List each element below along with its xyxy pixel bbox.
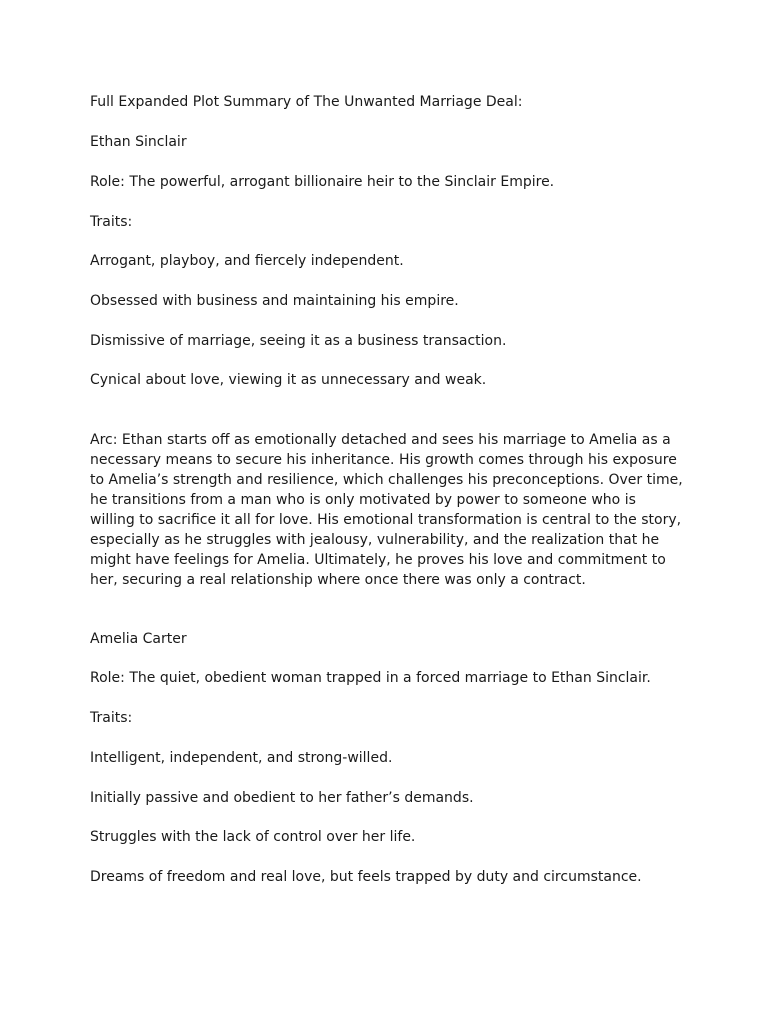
- trait-item: Intelligent, independent, and strong-willed.: [90, 750, 393, 766]
- trait-item: Arrogant, playboy, and fiercely independent.: [90, 253, 404, 269]
- trait-item: Obsessed with business and maintaining his empire.: [90, 293, 459, 309]
- arc-line: necessary means to secure his inheritance. His growth comes through his exposure: [90, 452, 677, 468]
- arc-line: Arc: Ethan starts off as emotionally detached and sees his marriage to Amelia as a: [90, 432, 671, 448]
- trait-item: Struggles with the lack of control over her life.: [90, 829, 416, 845]
- arc-line: to Amelia’s strength and resilience, which challenges his preconceptions. Over time,: [90, 472, 683, 488]
- document-title: Full Expanded Plot Summary of The Unwanted Marriage Deal:: [90, 94, 523, 110]
- trait-item: Initially passive and obedient to her father’s demands.: [90, 790, 474, 806]
- arc-line: might have feelings for Amelia. Ultimately, he proves his love and commitment to: [90, 552, 666, 568]
- character-name-ethan: Ethan Sinclair: [90, 134, 187, 150]
- trait-item: Dismissive of marriage, seeing it as a business transaction.: [90, 333, 507, 349]
- trait-item: Cynical about love, viewing it as unnecessary and weak.: [90, 372, 487, 388]
- trait-item: Dreams of freedom and real love, but feels trapped by duty and circumstance.: [90, 869, 642, 885]
- arc-line: especially as he struggles with jealousy, vulnerability, and the realization that he: [90, 532, 660, 548]
- traits-heading-amelia: Traits:: [90, 710, 133, 726]
- role-amelia: Role: The quiet, obedient woman trapped in a forced marriage to Ethan Sinclair.: [90, 670, 651, 686]
- character-name-amelia: Amelia Carter: [90, 631, 187, 647]
- arc-line: willing to sacrifice it all for love. His emotional transformation is central to the story,: [90, 512, 682, 528]
- arc-paragraph-ethan: [90, 430, 690, 590]
- role-ethan: Role: The powerful, arrogant billionaire heir to the Sinclair Empire.: [90, 174, 555, 190]
- traits-heading-ethan: Traits:: [90, 214, 133, 230]
- arc-line: he transitions from a man who is only motivated by power to someone who is: [90, 492, 636, 508]
- arc-line: her, securing a real relationship where once there was only a contract.: [90, 572, 586, 588]
